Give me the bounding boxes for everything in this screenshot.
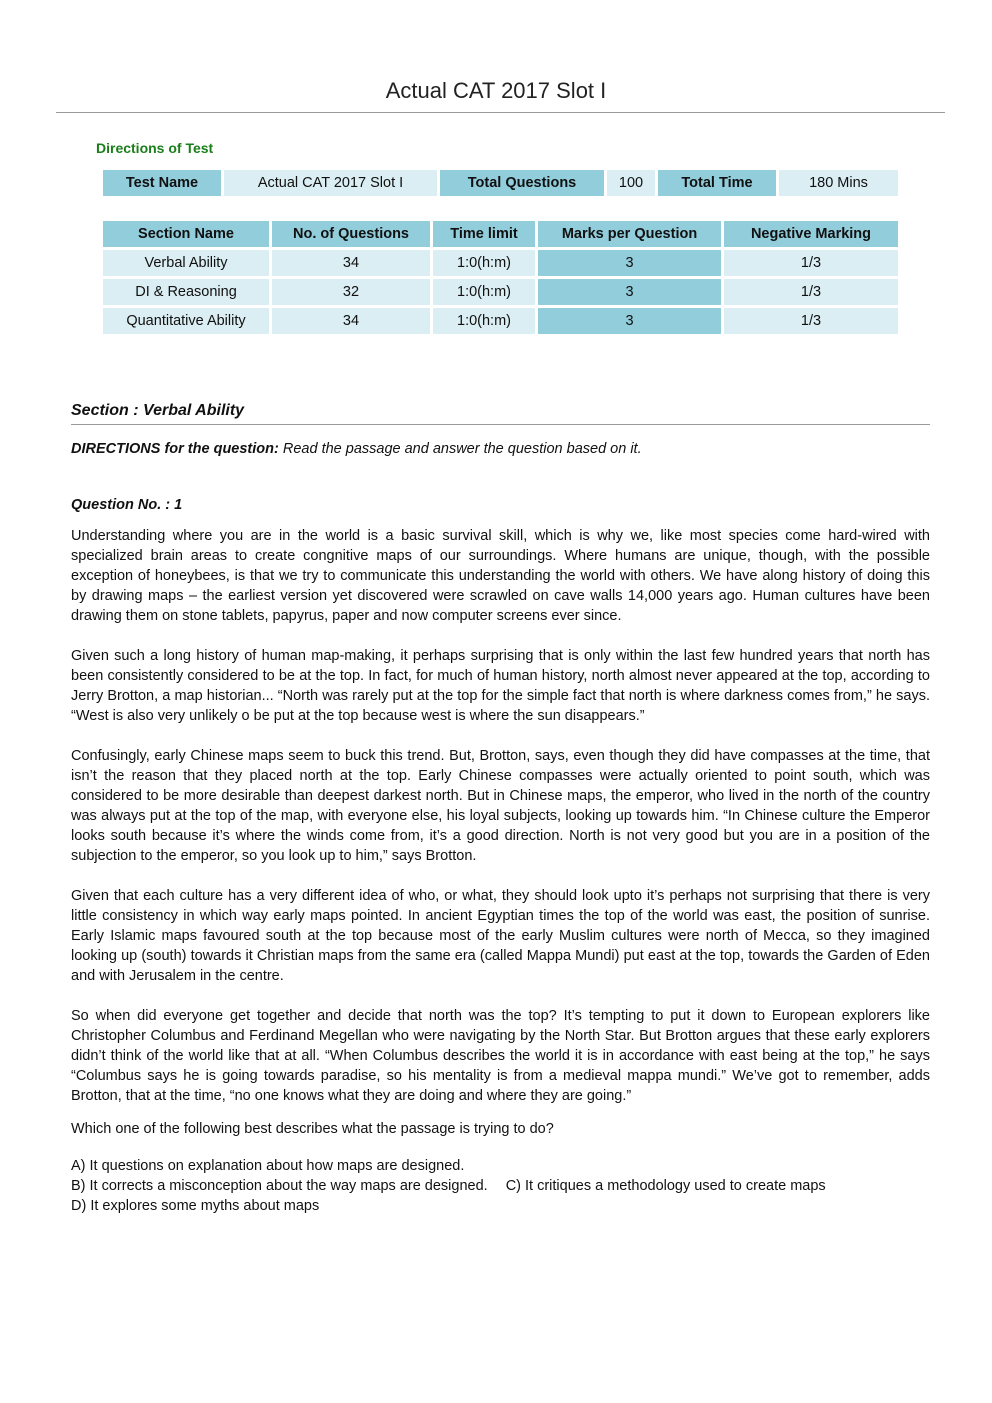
section-heading: Section : Verbal Ability (71, 402, 245, 419)
page-title: Actual CAT 2017 Slot I (385, 78, 607, 103)
passage-paragraph: Given such a long history of human map-making, it perhaps surprising that is only within the last few hundred years that north has been consistently considered to be at the top. In fact, for much of human history, north almost never appeared at the top, according to Jerry Brotton, a map historian... “North was rarely put at the top for the simple fact that north is where darkness comes from,” he says. “West is also very unlikely o be put at the top because west is where the sun disappears.” (71, 648, 930, 724)
question-directions (71, 441, 642, 457)
negative-marking-cell: 1/3 (724, 308, 898, 334)
passage (71, 526, 930, 1126)
section-name-cell: Verbal Ability (103, 250, 269, 276)
questions-cell: 34 (272, 250, 430, 276)
total-questions-value: 100 (607, 170, 655, 196)
questions-cell: 32 (272, 279, 430, 305)
question-number: Question No. : 1 (71, 497, 183, 513)
test-name-value: Actual CAT 2017 Slot I (224, 170, 437, 196)
total-time-label: Total Time (658, 170, 776, 196)
directions-text: Read the passage and answer the question based on it. (278, 441, 642, 457)
total-time-value: 180 Mins (779, 170, 898, 196)
negative-marking-cell: 1/3 (724, 279, 898, 305)
table-row (103, 308, 898, 334)
option-a[interactable]: A) It questions on explanation about how maps are designed. (71, 1158, 465, 1174)
time-limit-cell: 1:0(h:m) (433, 279, 535, 305)
table-row (103, 279, 898, 305)
test-name-label: Test Name (103, 170, 221, 196)
marks-cell: 3 (538, 250, 721, 276)
directions-of-test-heading: Directions of Test (96, 140, 214, 156)
passage-paragraph: Given that each culture has a very different idea of who, or what, they should look upto it’s perhaps not surprising that there is very little consistency in which way early maps pointed. In ancient Egyptian times the top of the world was east, the position of sunrise. Early Islamic maps favoured south at the top because most of the early Muslim cultures were north of Mecca, so they imagined looking up (south) towards it Christian maps from the same era (called Mappa Mundi) put east at the top, towards the Garden of Eden and with Jerusalem in the centre. (71, 888, 930, 984)
sections-table (100, 218, 901, 337)
total-questions-label: Total Questions (440, 170, 604, 196)
option-c[interactable]: C) It critiques a methodology used to create maps (505, 1178, 826, 1194)
test-info-row (103, 170, 898, 196)
title-divider (56, 112, 945, 113)
header-negative-marking: Negative Marking (724, 221, 898, 247)
marks-cell: 3 (538, 279, 721, 305)
header-marks-per-question: Marks per Question (538, 221, 721, 247)
time-limit-cell: 1:0(h:m) (433, 308, 535, 334)
passage-paragraph: Understanding where you are in the world is a basic survival skill, which is why we, like most species come hard-wired with specialized brain areas to create congnitive maps of our surroundings. Where humans are unique, though, with the possible exception of honeybees, is that we try to communicate this understanding the world with others. We have along history of doing this by drawing maps – the earliest version yet discovered were scrawled on cave walls 14,000 years ago. Human cultures have been drawing them on stone tablets, papyrus, paper and now computer screens ever since. (71, 528, 930, 624)
header-section-name: Section Name (103, 221, 269, 247)
option-b[interactable]: B) It corrects a misconception about the way maps are designed. (71, 1178, 488, 1194)
answer-options (71, 1156, 826, 1216)
passage-paragraph: Confusingly, early Chinese maps seem to buck this trend. But, Brotton, says, even though they did have compasses at the time, that isn’t the reason that they placed north at the top. Early Chinese compasses were actually oriented to point south, which was considered to be more desirable than deepest darkest north. But in Chinese maps, the emperor, who lived in the north of the country was always put at the top of the map, with everyone else, his loyal subjects, looking up towards him. “In Chinese culture the Emperor looks south because it’s where the winds come from, it’s a good direction. North is not very good but you are in a position of the subjection to the emperor, so you look up to him,” says Brotton. (71, 748, 930, 864)
directions-label: DIRECTIONS for the question: (71, 441, 279, 457)
negative-marking-cell: 1/3 (724, 250, 898, 276)
time-limit-cell: 1:0(h:m) (433, 250, 535, 276)
section-name-cell: DI & Reasoning (103, 279, 269, 305)
test-info-table (100, 167, 901, 199)
option-row-bc (71, 1176, 826, 1196)
question-text: Which one of the following best describes what the passage is trying to do? (71, 1121, 554, 1137)
header-no-of-questions: No. of Questions (272, 221, 430, 247)
questions-cell: 34 (272, 308, 430, 334)
section-name-cell: Quantitative Ability (103, 308, 269, 334)
option-d[interactable]: D) It explores some myths about maps (71, 1198, 320, 1214)
table-row (103, 250, 898, 276)
marks-cell: 3 (538, 308, 721, 334)
passage-paragraph: So when did everyone get together and decide that north was the top? It’s tempting to put it down to European explorers like Christopher Columbus and Ferdinand Megellan who were navigating by the North Star. But Brotton argues that these early explorers didn’t think of the world like that at all. “When Columbus describes the world it is in accordance with east being at the top,” he says “Columbus says he is going towards paradise, so his mentality is from a medieval mappa mundi.” We’ve got to remember, adds Brotton, that at the time, “no one knows what they are doing and where they are going.” (71, 1008, 930, 1104)
header-time-limit: Time limit (433, 221, 535, 247)
sections-header-row (103, 221, 898, 247)
section-divider (71, 424, 930, 425)
